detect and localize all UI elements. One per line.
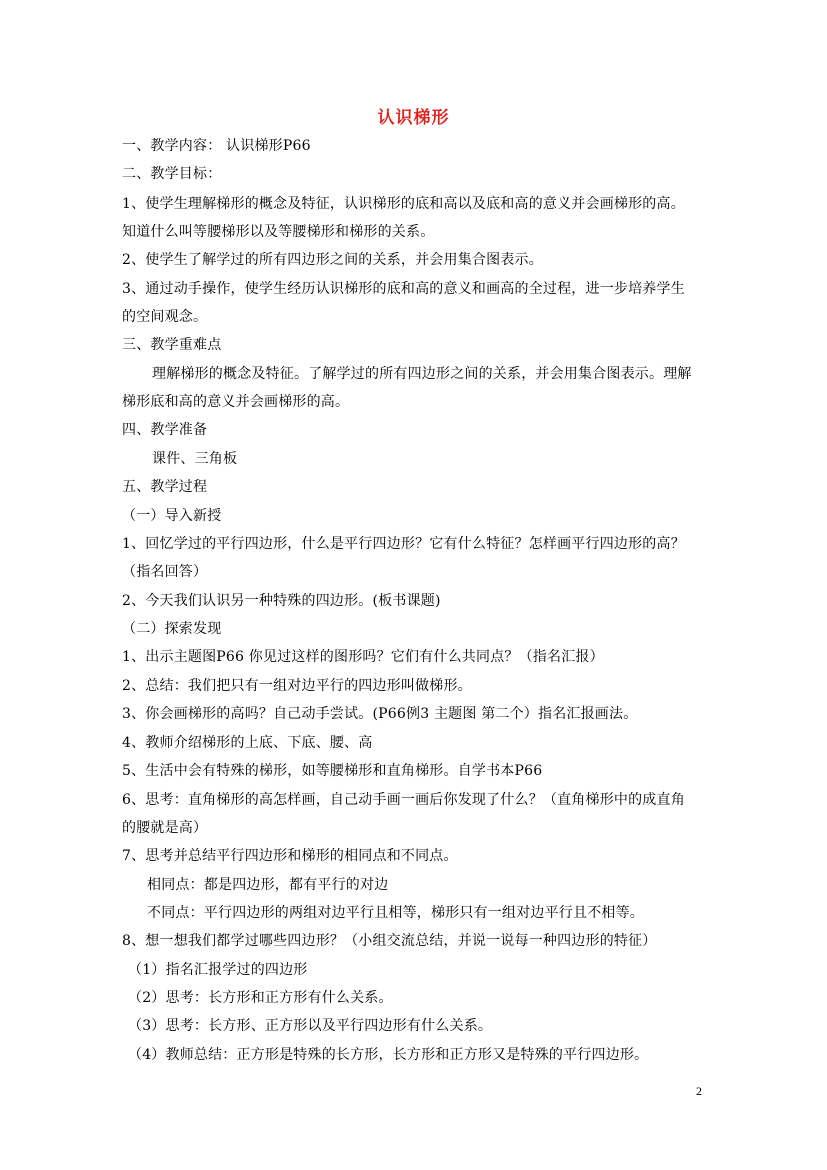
content-line: 2、使学生了解学过的所有四边形之间的关系，并会用集合图表示。 (122, 252, 543, 268)
subsection-heading: （一）导入新授 (122, 508, 222, 524)
content-line: 1、回忆学过的平行四边形，什么是平行四边形？它有什么特征？怎样画平行四边形的高？ (122, 536, 685, 552)
section-heading: 五、教学过程 (122, 479, 208, 495)
content-line: 的腰就是高） (122, 820, 208, 836)
content-line: 相同点：都是四边形，都有平行的对边 (147, 877, 389, 893)
content-line: （1）指名汇报学过的四边形 (128, 962, 308, 978)
content-line: 8、想一想我们都学过哪些四边形？（小组交流总结，并说一说每一种四边形的特征） (122, 933, 657, 949)
subsection-heading: （二）探索发现 (122, 621, 222, 637)
content-line: （3）思考：长方形、正方形以及平行四边形有什么关系。 (128, 1018, 493, 1034)
content-line: 一、教学内容： 认识梯形P66 (122, 138, 311, 154)
content-line: 梯形底和高的意义并会画梯形的高。 (122, 394, 350, 410)
content-line: 6、思考：直角梯形的高怎样画，自己动手画一画后你发现了什么？（直角梯形中的成直角 (122, 792, 685, 808)
section-heading: 四、教学准备 (122, 422, 208, 438)
content-line: 5、生活中会有特殊的梯形，如等腰梯形和直角梯形。自学书本P66 (122, 763, 543, 779)
content-line: 3、通过动手操作，使学生经历认识梯形的底和高的意义和画高的全过程，进一步培养学生 (122, 281, 685, 297)
section-heading: 三、教学重难点 (122, 337, 222, 353)
content-line: 不同点：平行四边形的两组对边平行且相等，梯形只有一组对边平行且不相等。 (147, 905, 644, 921)
content-line: 的空间观念。 (122, 309, 208, 325)
page-number: 2 (696, 1084, 702, 1098)
content-line: 2、今天我们认识另一种特殊的四边形。(板书课题) (122, 593, 441, 609)
content-line: 二、教学目标： (122, 166, 222, 182)
content-line: 1、出示主题图P66 你见过这样的图形吗？它们有什么共同点？（指名汇报） (122, 649, 604, 665)
content-line: 1、使学生理解梯形的概念及特征，认识梯形的底和高以及底和高的意义并会画梯形的高。 (122, 196, 685, 212)
content-line: 课件、三角板 (152, 451, 238, 467)
content-line: 2、总结：我们把只有一组对边平行的四边形叫做梯形。 (122, 678, 472, 694)
content-line: （指名回答） (122, 564, 208, 580)
content-line: 7、思考并总结平行四边形和梯形的相同点和不同点。 (122, 848, 458, 864)
content-line: 3、你会画梯形的高吗？自己动手尝试。(P66例3 主题图 第二个）指名汇报画法。 (122, 706, 638, 722)
content-line: （2）思考：长方形和正方形有什么关系。 (128, 990, 393, 1006)
content-line: 知道什么叫等腰梯形以及等腰梯形和梯形的关系。 (122, 224, 435, 240)
page-title: 认识梯形 (377, 108, 450, 128)
content-line: 4、教师介绍梯形的上底、下底、腰、高 (122, 735, 373, 751)
content-line: （4）教师总结：正方形是特殊的长方形，长方形和正方形又是特殊的平行四边形。 (128, 1047, 649, 1063)
content-line: 理解梯形的概念及特征。了解学过的所有四边形之间的关系，并会用集合图表示。理解 (152, 366, 692, 382)
